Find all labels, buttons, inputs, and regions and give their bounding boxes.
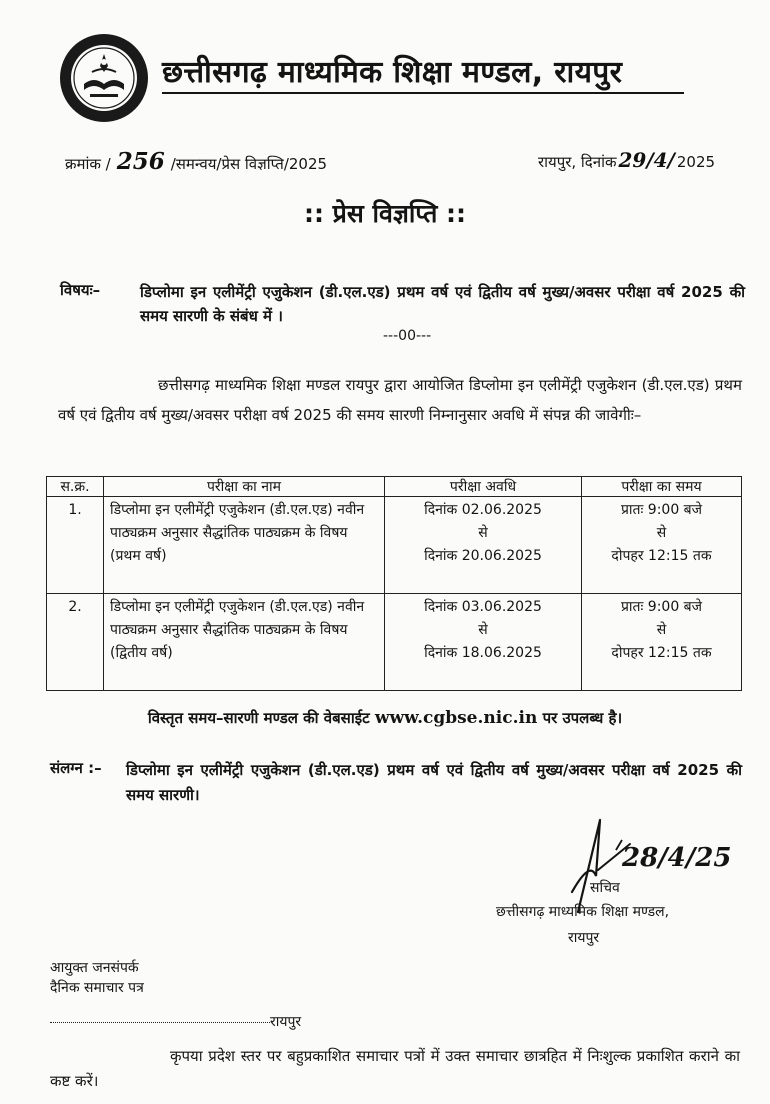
time-to: दोपहर 12:15 तक <box>611 548 712 564</box>
recipient-line-1: आयुक्त जनसंपर्क <box>50 960 139 976</box>
website-link[interactable]: www.cgbse.nic.in <box>374 708 538 728</box>
signatory-organization: छत्तीसगढ़ माध्यमिक शिक्षा मण्डल, <box>496 904 670 920</box>
time-connector: से <box>656 525 667 541</box>
blank-dotted-line <box>50 1022 270 1023</box>
header-sno: स.क्र. <box>47 477 104 497</box>
date-handwritten: 29/4/ <box>618 148 675 172</box>
duration-to: दिनांक 20.06.2025 <box>424 548 542 564</box>
separator: ---00--- <box>383 328 432 344</box>
reference-prefix: क्रमांक / <box>65 155 111 173</box>
attachment-label: संलग्न :– <box>50 759 102 777</box>
website-text-before: विस्तृत समय–सारणी मण्डल की वेबसाईट <box>147 709 370 727</box>
website-text-after: पर उपलब्ध है। <box>542 709 623 727</box>
signatory-city: रायपुर <box>568 930 600 946</box>
reference-line <box>65 148 327 175</box>
date-year: 2025 <box>676 153 716 171</box>
publication-request: कृपया प्रदेश स्तर पर बहुप्रकाशित समाचार पत्रों में उक्त समाचार छात्रहित में निःशुल्क प्रकाशित कराने का कष्ट करें। <box>50 1047 740 1090</box>
title-underline <box>162 92 684 94</box>
header-exam-time: परीक्षा का समय <box>582 477 742 497</box>
table-row <box>47 594 742 691</box>
table-header-row <box>47 477 742 497</box>
recipient-line-2: दैनिक समाचार पत्र <box>50 980 144 996</box>
time-to: दोपहर 12:15 तक <box>611 645 712 661</box>
recipient-address-line <box>50 1012 301 1031</box>
duration-from: दिनांक 03.06.2025 <box>424 599 542 615</box>
row-sno: 2. <box>47 594 104 691</box>
subject-label: विषयः– <box>60 281 101 299</box>
website-notice <box>0 708 770 728</box>
duration-to: दिनांक 18.06.2025 <box>424 645 542 661</box>
row-exam-name: डिप्लोमा इन एलीमेंट्री एजुकेशन (डी.एल.एड) नवीन पाठ्यक्रम अनुसार सैद्धांतिक पाठ्यक्रम के विषय (द्वितीय वर्ष) <box>104 594 385 691</box>
duration-connector: से <box>478 525 488 541</box>
reference-number: 256 <box>116 148 165 175</box>
recipient-city: रायपुर <box>270 1014 302 1030</box>
attachment-text: डिप्लोमा इन एलीमेंट्री एजुकेशन (डी.एल.एड) प्रथम वर्ष एवं द्वितीय वर्ष मुख्य/अवसर परीक्षा वर्ष 2025 की समय सारणी। <box>126 761 742 804</box>
row-sno: 1. <box>47 497 104 594</box>
duration-from: दिनांक 02.06.2025 <box>424 502 542 518</box>
header-exam-duration: परीक्षा अवधि <box>385 477 582 497</box>
board-title: छत्तीसगढ़ माध्यमिक शिक्षा मण्डल, रायपुर <box>162 55 623 90</box>
row-duration <box>385 497 582 594</box>
exam-schedule-table <box>46 476 742 691</box>
duration-connector: से <box>478 622 488 638</box>
body-paragraph: छत्तीसगढ़ माध्यमिक शिक्षा मण्डल रायपुर द्वारा आयोजित डिप्लोमा इन एलीमेंट्री एजुकेशन (डी.एल.एड) प्रथम वर्ष एवं द्वितीय वर्ष मुख्य/अवसर परीक्षा वर्ष 2025 की समय सारणी निम्नानुसार अवधि में संपन्न की जावेगीः– <box>58 376 742 424</box>
press-release-heading: :: प्रेस विज्ञप्ति :: <box>303 199 467 228</box>
time-from: प्रातः 9:00 बजे <box>620 502 703 518</box>
issue-date <box>538 148 715 172</box>
time-from: प्रातः 9:00 बजे <box>620 599 703 615</box>
board-logo <box>58 32 150 124</box>
signatory-designation: सचिव <box>590 880 620 896</box>
table-row <box>47 497 742 594</box>
row-duration <box>385 594 582 691</box>
signature-date: 28/4/25 <box>622 843 732 873</box>
row-time <box>582 497 742 594</box>
row-exam-name: डिप्लोमा इन एलीमेंट्री एजुकेशन (डी.एल.एड) नवीन पाठ्यक्रम अनुसार सैद्धांतिक पाठ्यक्रम के विषय (प्रथम वर्ष) <box>104 497 385 594</box>
row-time <box>582 594 742 691</box>
time-connector: से <box>656 622 667 638</box>
subject-text: डिप्लोमा इन एलीमेंट्री एजुकेशन (डी.एल.एड) प्रथम वर्ष एवं द्वितीय वर्ष मुख्य/अवसर परीक्षा वर्ष 2025 की समय सारणी के संबंध में । <box>140 283 745 325</box>
reference-suffix: /समन्वय/प्रेस विज्ञप्ति/2025 <box>170 155 328 173</box>
date-prefix: रायपुर, दिनांक <box>538 153 617 171</box>
header-exam-name: परीक्षा का नाम <box>104 477 385 497</box>
